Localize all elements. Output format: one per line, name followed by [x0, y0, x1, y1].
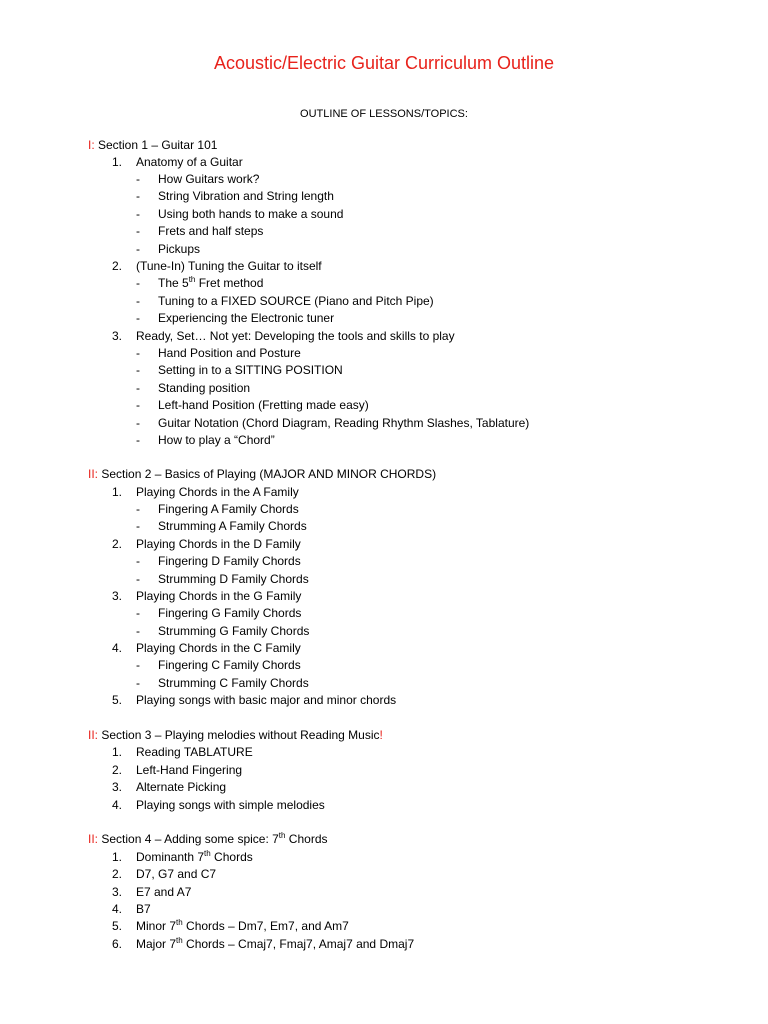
text: Fingering D Family Chords	[158, 554, 301, 568]
text: Playing Chords in the A Family	[136, 485, 299, 499]
text: -	[136, 416, 140, 430]
text: Hand Position and Posture	[158, 346, 301, 360]
text: 1.	[112, 485, 123, 499]
text: -	[136, 519, 140, 533]
text: Left-Hand Fingering	[136, 763, 243, 777]
text: Experiencing the Electronic tuner	[158, 311, 335, 325]
text: Dominanth 7	[136, 850, 205, 864]
document-title: Acoustic/Electric Guitar Curriculum Outline	[213, 53, 555, 73]
text: Playing Chords in the C Family	[136, 641, 301, 655]
text: -	[136, 311, 140, 325]
text: D7, G7 and C7	[136, 867, 217, 881]
text: Chords – Dm7, Em7, and Am7	[182, 919, 349, 933]
text: Left-hand Position (Fretting made easy)	[158, 398, 369, 412]
text: Playing Chords in the D Family	[136, 537, 301, 551]
text: II:	[88, 728, 99, 742]
text: How Guitars work?	[158, 172, 260, 186]
section-4-heading	[88, 831, 328, 848]
text: -	[136, 502, 140, 516]
text: 2.	[112, 537, 123, 551]
text: -	[136, 242, 140, 256]
text: -	[136, 294, 140, 308]
text: 3.	[112, 885, 123, 899]
text: 4.	[112, 798, 123, 812]
text: Playing Chords in the G Family	[136, 589, 302, 603]
text: I:	[88, 138, 95, 152]
text: th	[176, 918, 183, 927]
text: Pickups	[158, 242, 201, 256]
text: Fingering C Family Chords	[158, 658, 301, 672]
text: th	[278, 831, 286, 840]
text: Strumming C Family Chords	[158, 676, 309, 690]
text: -	[136, 189, 140, 203]
text: Alternate Picking	[136, 780, 227, 794]
text: -	[136, 276, 140, 290]
text: B7	[136, 902, 151, 916]
text: 1.	[112, 155, 123, 169]
text: -	[136, 658, 140, 672]
text: th	[204, 849, 211, 858]
text: (Tune-In) Tuning the Guitar to itself	[136, 259, 322, 273]
text: Reading TABLATURE	[136, 745, 253, 759]
text: 6.	[112, 937, 123, 951]
text: -	[136, 572, 140, 586]
text: 3.	[112, 329, 123, 343]
text: String Vibration and String length	[158, 189, 334, 203]
text: Section 3 – Playing melodies without Reading Music	[98, 728, 380, 742]
text: Ready, Set… Not yet: Developing the tools and skills to play	[136, 329, 455, 343]
text: 3.	[112, 589, 123, 603]
section-3-heading	[88, 727, 383, 744]
text: Using both hands to make a sound	[158, 207, 344, 221]
text: 4.	[112, 641, 123, 655]
text: Guitar Notation (Chord Diagram, Reading Rhythm Slashes, Tablature)	[158, 416, 530, 430]
text: 1.	[112, 745, 123, 759]
text: Playing songs with simple melodies	[136, 798, 325, 812]
text: II:	[88, 832, 99, 846]
text: 2.	[112, 763, 123, 777]
text: Tuning to a FIXED SOURCE (Piano and Pitch Pipe)	[158, 294, 434, 308]
text: Chords	[285, 832, 328, 846]
text: -	[136, 346, 140, 360]
text: 2.	[112, 259, 123, 273]
text: Anatomy of a Guitar	[136, 155, 243, 169]
text: Frets and half steps	[158, 224, 264, 238]
text: 5.	[112, 919, 123, 933]
section-2-heading	[88, 466, 436, 483]
text: -	[136, 624, 140, 638]
text: -	[136, 398, 140, 412]
text: th	[176, 936, 183, 945]
text: II:	[88, 467, 99, 481]
text: -	[136, 207, 140, 221]
text: E7 and A7	[136, 885, 192, 899]
text: Minor 7	[136, 919, 177, 933]
text: Playing songs with basic major and minor chords	[136, 693, 397, 707]
text: -	[136, 381, 140, 395]
text: Strumming G Family Chords	[158, 624, 310, 638]
text: How to play a “Chord”	[158, 433, 275, 447]
text: -	[136, 224, 140, 238]
text: Section 2 – Basics of Playing (MAJOR AND MINOR CHORDS)	[98, 467, 437, 481]
text: Section 4 – Adding some spice: 7	[98, 832, 279, 846]
section-1-heading	[88, 137, 217, 154]
text: 2.	[112, 867, 123, 881]
text: Setting in to a SITTING POSITION	[158, 363, 343, 377]
text: Fingering A Family Chords	[158, 502, 299, 516]
text: Standing position	[158, 381, 251, 395]
text: Fingering G Family Chords	[158, 606, 302, 620]
text: 4.	[112, 902, 123, 916]
text: Chords – Cmaj7, Fmaj7, Amaj7 and Dmaj7	[182, 937, 415, 951]
text: Strumming A Family Chords	[158, 519, 307, 533]
text: !	[379, 728, 383, 742]
text: Section 1 – Guitar 101	[94, 138, 218, 152]
text: 3.	[112, 780, 123, 794]
text: -	[136, 676, 140, 690]
text: -	[136, 172, 140, 186]
text: 1.	[112, 850, 123, 864]
text: -	[136, 363, 140, 377]
text: Strumming D Family Chords	[158, 572, 309, 586]
document-subtitle: OUTLINE OF LESSONS/TOPICS:	[300, 108, 468, 120]
text: Chords	[210, 850, 253, 864]
text: 5.	[112, 693, 123, 707]
text: th	[188, 275, 196, 284]
text: -	[136, 606, 140, 620]
text: -	[136, 433, 140, 447]
text: Fret method	[195, 276, 264, 290]
text: -	[136, 554, 140, 568]
text: Major 7	[136, 937, 177, 951]
text: The 5	[158, 276, 189, 290]
